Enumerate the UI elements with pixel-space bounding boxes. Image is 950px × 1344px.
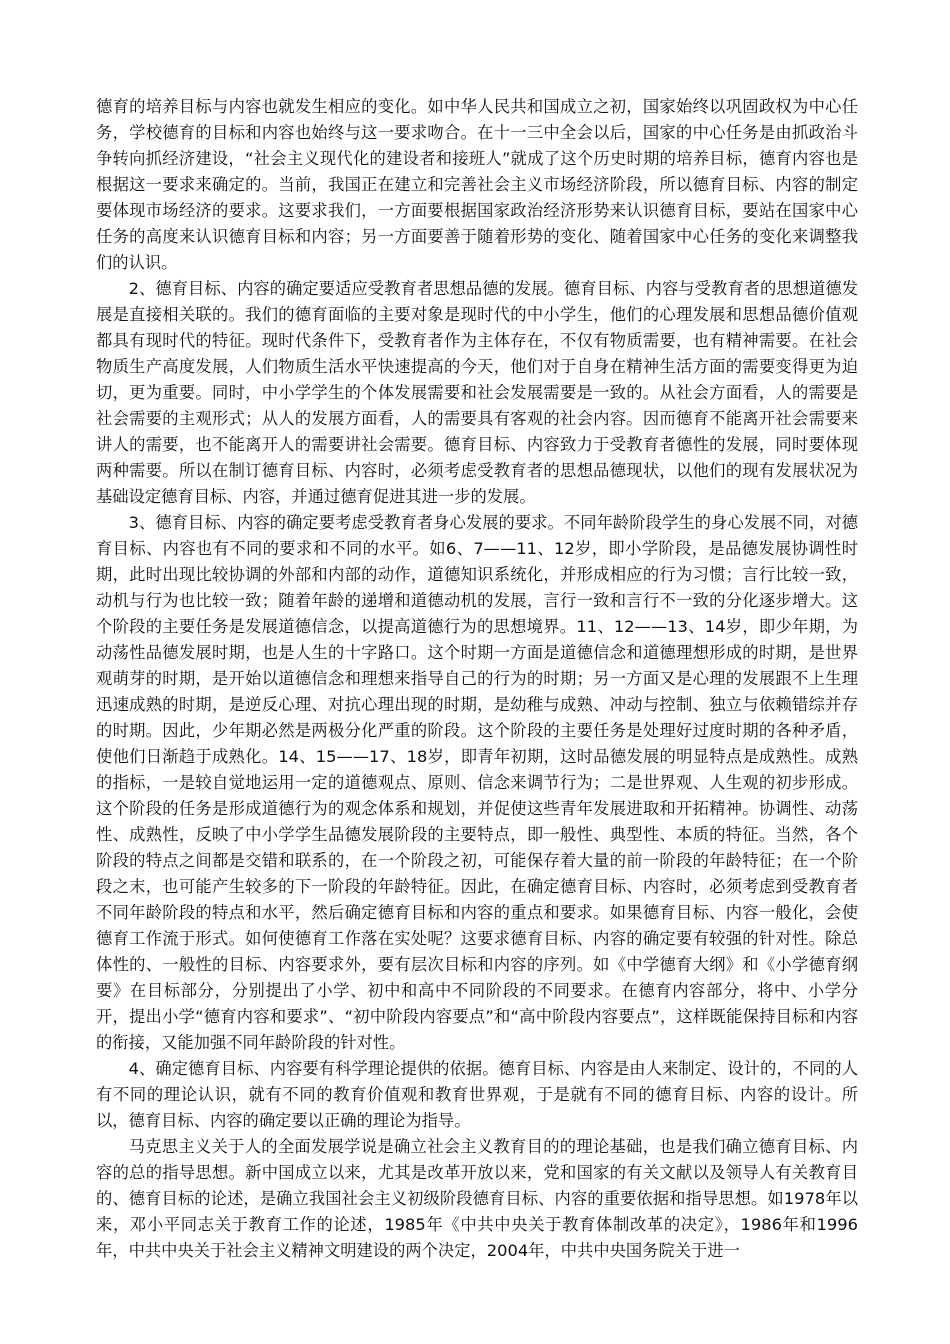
paragraph-point-4: 4、确定德育目标、内容要有科学理论提供的依据。德育目标、内容是由人来制定、设计的，不同的人有不同的理论认识，就有不同的教育价值观和教育世界观，于是就有不同的德育目标、内容的设计。所以，德育目标、内容的确定要以正确的理论为指导。: [96, 1059, 858, 1130]
paragraph-marxism-theory: 马克思主义关于人的全面发展学说是确立社会主义教育目的的理论基础，也是我们确立德育目标、内容的总的指导思想。新中国成立以来，尤其是改革开放以来，党和国家的有关文献以及领导人有关教育目的、德育目标的论述，是确立我国社会主义初级阶段德育目标、内容的重要依据和指导思想。如1978年以来，邓小平同志关于教育工作的论述，1985年《中共中央关于教育体制改革的决定》，1986年和1996年，中共中央关于社会主义精神文明建设的两个决定，2004年，中共中央国务院关于进一: [96, 1137, 858, 1260]
paragraph-point-3: 3、德育目标、内容的确定要考虑受教育者身心发展的要求。不同年龄阶段学生的身心发展不同，对德育目标、内容也有不同的要求和不同的水平。如6、7——11、12岁，即小学阶段，是品德发展协调性时期，此时出现比较协调的外部和内部的动作，道德知识系统化，并形成相应的行为习惯；言行比较一致，动机与行为也比较一致；随着年龄的递增和道德动机的发展，言行一致和言行不一致的分化逐步增大。这个阶段的主要任务是发展道德信念，以提高道德行为的思想境界。11、12——13、14岁，即少年期，为动荡性品德发展时期，也是人生的十字路口。这个时期一方面是道德信念和道德理想形成的时期，是世界观萌芽的时期，是开始以道德信念和理想来指导自己的行为的时期；另一方面又是心理的发展跟不上生理迅速成熟的时期，是逆反心理、对抗心理出现的时期，是幼稚与成熟、冲动与控制、独立与依赖错综并存的时期。因此，少年期必然是两极分化严重的阶段。这个阶段的主要任务是处理好过度时期的各种矛盾，使他们日渐趋于成熟化。14、15——17、18岁，即青年初期，这时品德发展的明显特点是成熟性。成熟的指标，一是较自觉地运用一定的道德观点、原则、信念来调节行为；二是世界观、人生观的初步形成。这个阶段的任务是形成道德行为的观念体系和规划，并促使这些青年发展进取和开拓精神。协调性、动荡性、成熟性，反映了中小学学生品德发展阶段的主要特点，即一般性、典型性、本质的特征。当然，各个阶段的特点之间都是交错和联系的，在一个阶段之初，可能保存着大量的前一阶段的年龄特征；在一个阶段之末，也可能产生较多的下一阶段的年龄特征。因此，在确定德育目标、内容时，必须考虑到受教育者不同年龄阶段的特点和水平，然后确定德育目标和内容的重点和要求。如果德育目标、内容一般化，会使德育工作流于形式。如何使德育工作落在实处呢？这要求德育目标、内容的确定要有较强的针对性。除总体性的、一般性的目标、内容要求外，要有层次目标和内容的序列。如《中学德育大纲》和《小学德育纲要》在目标部分，分别提出了小学、初中和高中不同阶段的不同要求。在德育内容部分，将中、小学分开，提出小学“德育内容和要求”、“初中阶段内容要点”和“高中阶段内容要点”，这样既能保持目标和内容的衔接，又能加强不同年龄阶段的针对性。: [96, 513, 858, 1052]
paragraph-continuation: 德育的培养目标与内容也就发生相应的变化。如中华人民共和国成立之初，国家始终以巩固政权为中心任务，学校德育的目标和内容也始终与这一要求吻合。在十一三中全会以后，国家的中心任务是由抓政治斗争转向抓经济建设，“社会主义现代化的建设者和接班人”就成了这个历史时期的培养目标，德育内容也是根据这一要求来确定的。当前，我国正在建立和完善社会主义市场经济阶段，所以德育目标、内容的制定要体现市场经济的要求。这要求我们，一方面要根据国家政治经济形势来认识德育目标，要站在国家中心任务的高度来认识德育目标和内容；另一方面要善于随着形势的变化、随着国家中心任务的变化来调整我们的认识。: [96, 97, 858, 272]
document-page: [96, 94, 858, 1264]
paragraph-point-2: 2、德育目标、内容的确定要适应受教育者思想品德的发展。德育目标、内容与受教育者的思想道德发展是直接相关联的。我们的德育面临的主要对象是现时代的中小学生，他们的心理发展和思想品德价值观都具有现时代的特征。现时代条件下，受教育者作为主体存在，不仅有物质需要，也有精神需要。在社会物质生产高度发展，人们物质生活水平快速提高的今天，他们对于自身在精神生活方面的需要变得更为迫切，更为重要。同时，中小学学生的个体发展需要和社会发展需要是一致的。从社会方面看，人的需要是社会需要的主观形式；从人的发展方面看，人的需要具有客观的社会内容。因而德育不能离开社会需要来讲人的需要，也不能离开人的需要讲社会需要。德育目标、内容致力于受教育者德性的发展，同时要体现两种需要。所以在制订德育目标、内容时，必须考虑受教育者的思想品德现状，以他们的现有发展状况为基础设定德育目标、内容，并通过德育促进其进一步的发展。: [96, 279, 858, 506]
